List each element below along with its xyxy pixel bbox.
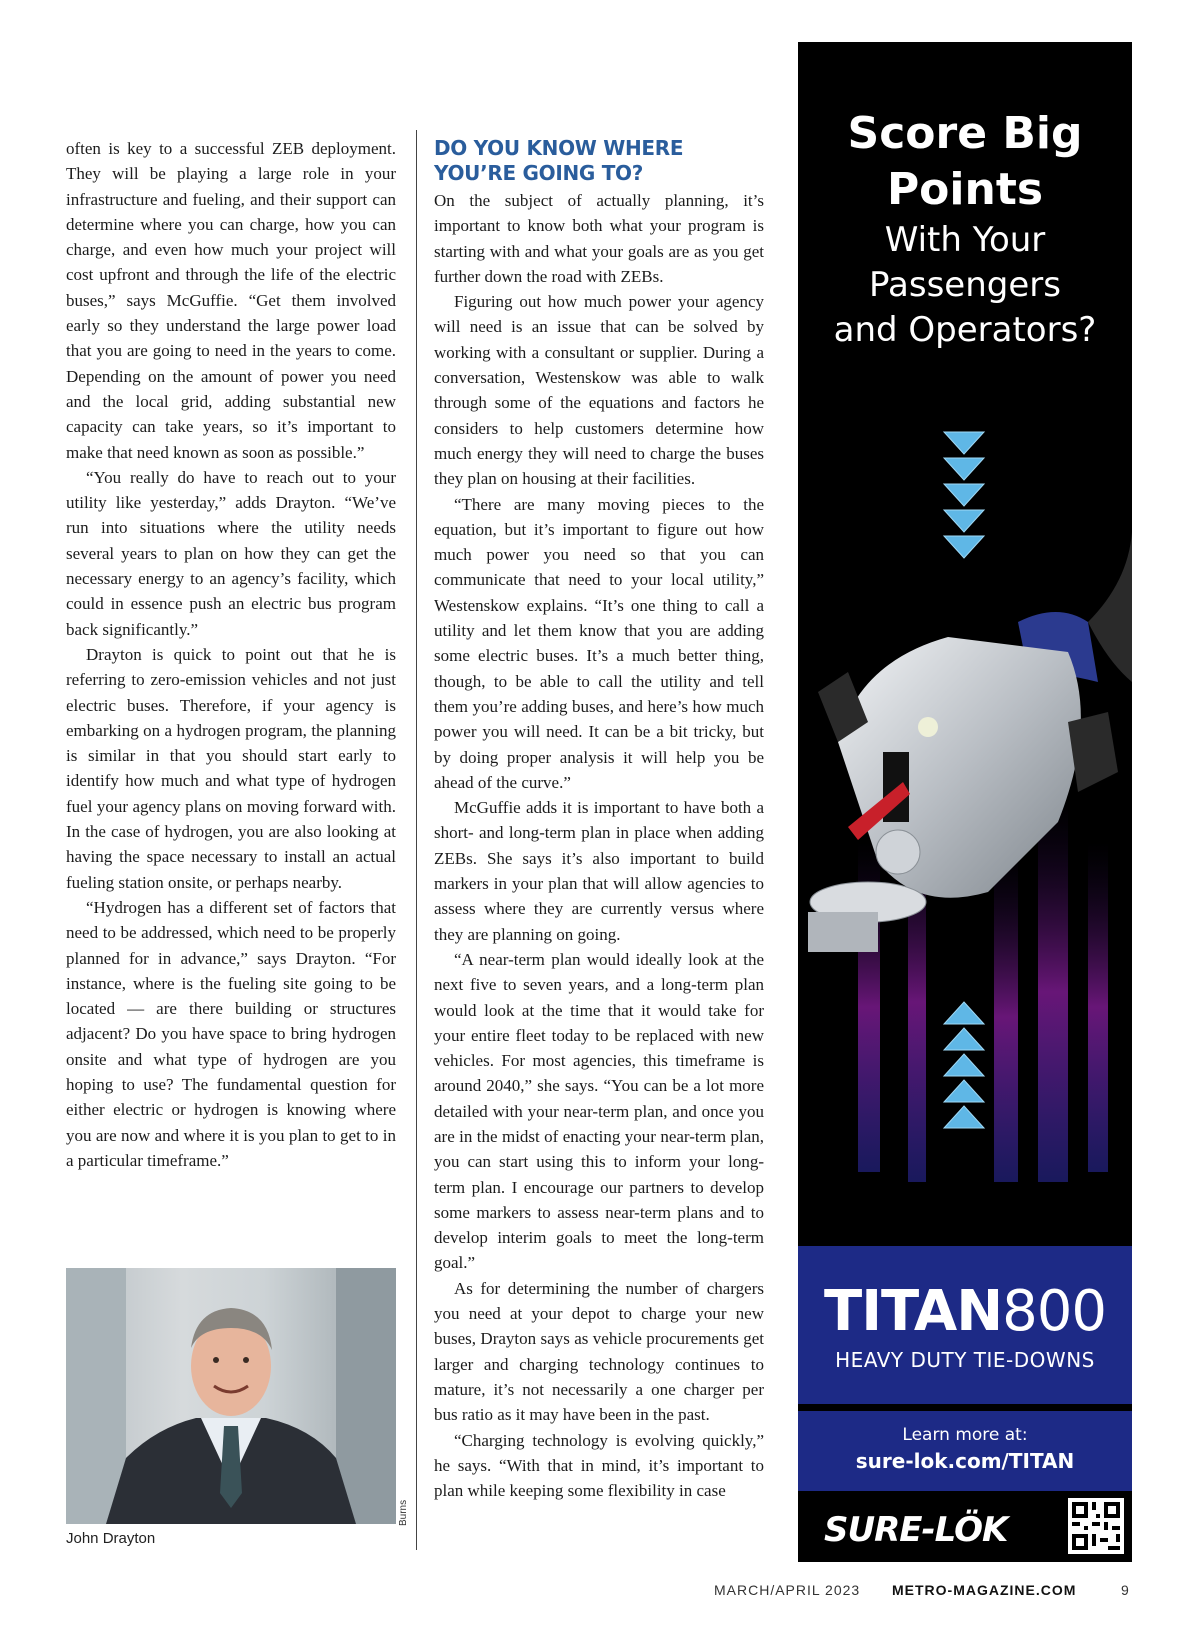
paragraph: McGuffie adds it is important to have both a short- and long-term plan in place when adding ZEBs. She says it’s also important to build markers in your plan that will allow agencies to assess where they are currently versus where they are planning on going. [434,798,764,944]
arrow-up-icon [944,1054,984,1076]
arrow-down-icon [944,510,984,532]
section-heading: DO YOU KNOW WHERE YOU’RE GOING TO? [434,136,684,185]
paragraph: “Hydrogen has a different set of factors that need to be addressed, which need to be properly planned for in advance,” says Drayton. “For instance, where is the fueling site going to be located — are there building or structures adjacent? Do you have space to bring hydrogen onsite and what type of hydrogen are you hoping to use? The fundamental question for either electric or hydrogen is knowing where you are now and where it is you plan to get to in a particular timeframe.” [66,897,396,1170]
paragraph: “A near-term plan would ideally look at the next five to seven years, and a long-term plan would look at the time that it would take for your entire fleet today to be replaced with new vehicles. For most agencies, this timeframe is around 2040,” she says. “You can be a lot more detailed with your near-term plan, and once you are in the midst of enacting your near-term plan, you can start using this to inform your long-term plan. I encourage our partners to develop some markers to assess near-term plans and to develop interim goals to meet the long-term goal.” [434,949,764,1273]
arrow-down-icon [944,484,984,506]
product-band [798,1246,1132,1404]
paragraph: “There are many moving pieces to the equation, but it’s important to figure out how much power you need so that you can communicate that need to your local utility,” Westenskow explains. “It’s one thing to call a utility and let them know that you are adding some electric buses. It’s a much better thing, though, to be able to call the utility and tell them you’re adding buses, and here’s how much power you will need. It can be a bit tricky, but by doing proper analysis it will help you be ahead of the curve.” [434,494,764,792]
page-number: 9 [1121,1582,1130,1598]
paragraph: “Charging technology is evolving quickly,” he says. “With that in mind, it’s important to plan while keeping some flexibility in case [434,1430,764,1501]
product-image [798,422,1132,1242]
paragraph: As for determining the number of chargers you need at your depot to charge your new buses, Drayton says as vehicle procurements get larger and charging technology continues to mature, it’s not necessarily a one charger per bus ratio as it may have been in the past. [434,1278,764,1425]
brand-logo: SURE-LÖK [824,1510,1008,1550]
ad-headline: Score Big Points With Your Passengers and Operators? [833,108,1097,350]
photo-caption: John Drayton [66,1530,156,1547]
portrait-photo [66,1268,396,1524]
arrow-up-icon [944,1106,984,1128]
article-column-left [66,136,396,1173]
advertisement[interactable] [798,42,1132,1562]
arrow-down-icon [944,536,984,558]
site-name: METRO-MAGAZINE.COM [892,1582,1077,1598]
arrow-up-icon [944,1080,984,1102]
paragraph: Figuring out how much power your agency will need is an issue that can be solved by working with a consultant or supplier. During a conversation, Westenskow was able to walk through some of the equations and factors he considers to help customers determine how much energy they will need to charge the buses they plan on housing at their facilities. [434,292,764,489]
paragraph: often is key to a successful ZEB deployment. They will be playing a large role in your infrastructure and fueling, and their support can determine where you can charge, how you can charge, and even how much your project will cost upfront and through the life of the electric buses,” says McGuffie. “Get them involved early so they understand the large power load that you are going to need in the years to come. Depending on the amount of power you need and the local grid, adding substantial new capacity can take years, so it’s important to make that need known as soon as possible.” [66,139,396,462]
product-description: HEAVY DUTY TIE-DOWNS [835,1348,1095,1372]
paragraph: On the subject of actually planning, it’s important to know both what your program is starting with and what your goals are as you get further down the road with ZEBs. [434,191,764,286]
cta-band[interactable] [798,1411,1132,1491]
arrow-down-icon [944,432,984,454]
qr-code-icon[interactable] [1068,1498,1124,1554]
product-name: TITAN800 [824,1279,1106,1344]
arrow-up-icon [944,1028,984,1050]
article-column-right [434,136,764,1503]
arrow-up-icon [944,1002,984,1024]
arrow-down-icon [944,458,984,480]
issue-date: MARCH/APRIL 2023 [714,1582,861,1598]
column-divider [416,130,417,1550]
paragraph: Drayton is quick to point out that he is referring to zero-emission vehicles and not just electric buses. Therefore, if your agency is embarking on a hydrogen program, the planning is similar in that you should start early to identify how much and what type of hydrogen fuel your agency plans on moving forward with. In the case of hydrogen, you are also looking at having the space necessary to install an actual fueling station onsite, or perhaps nearby. [66,644,396,892]
learn-more-label: Learn more at: [902,1425,1028,1445]
paragraph: “You really do have to reach out to your utility like yesterday,” adds Drayton. “We’ve run into situations where the utility needs several years to plan on how they can get the necessary energy to an agency’s facility, which could in essence push an electric bus program back significantly.” [66,467,396,639]
ad-url-link[interactable]: sure-lok.com/TITAN [855,1449,1075,1473]
photo-credit: Burns [398,1499,409,1526]
